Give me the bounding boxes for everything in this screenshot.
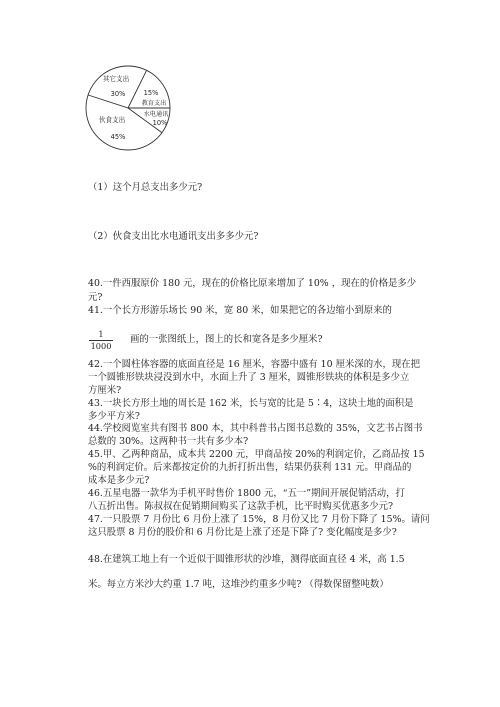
question-42-line-2: 一个圆锥形铁块浸没到水中，水面上升了 3 厘米，圆锥形铁块的体积是多少立: [88, 372, 410, 383]
question-47-line-1: 47.一只股票 7 月份比 6 月份上涨了 15%，8 月份又比 7 月份下降了 15%。请问: [88, 514, 430, 525]
fraction-one-thousandth: [88, 329, 114, 352]
fraction-denominator: 1000: [90, 341, 112, 351]
slice-value-utilities: 10%: [152, 119, 168, 127]
question-1: （1）这个月总支出多少元?: [88, 182, 203, 193]
question-44-line-1: 44.学校阅览室共有图书 800 本，其中科普书占图书总数的 35%，文艺书占图书: [88, 423, 423, 434]
slice-label-food: 伙食支出: [98, 116, 126, 124]
question-48-line-2: 米。每立方米沙大约重 1.7 吨，这堆沙约重多少吨? （得数保留整吨数）: [88, 579, 389, 590]
question-45-line-2: %的利润定价。后来都按定价的九折打折出售，结果仍获利 131 元。甲商品的: [88, 462, 412, 473]
slice-value-food: 45%: [110, 133, 126, 141]
question-42-line-3: 方厘米?: [88, 385, 122, 396]
fraction-numerator: 1: [98, 329, 104, 339]
question-46-line-1: 46.五星电器一款华为手机平时售价 1800 元，“五一”期间开展促销活动，打: [88, 488, 405, 499]
slice-value-education: 15%: [143, 89, 159, 97]
question-2: （2）伙食支出比水电通讯支出多多少元?: [88, 231, 259, 242]
question-46-line-2: 八五折出售。陈叔叔在促销期间购买了这款手机，比平时购买优惠多少元?: [88, 501, 394, 512]
expense-pie-chart: [78, 64, 178, 152]
question-45-line-1: 45.甲、乙两种商品，成本共 2200 元，甲商品按 20%的利润定价，乙商品按 15: [88, 449, 425, 460]
question-48-line-1: 48.在建筑工地上有一个近似于圆锥形状的沙堆，测得底面直径 4 米，高 1.5: [88, 554, 405, 565]
question-47-line-2: 这只股票 8 月份的股价和 6 月份比是上涨了还是下降了? 变化幅度是多少?: [88, 527, 397, 538]
question-43-line-1: 43.一块长方形土地的周长是 162 米，长与宽的比是 5∶4，这块土地的面积是: [88, 398, 414, 409]
question-45-line-3: 成本是多少元?: [88, 475, 150, 486]
question-44-line-2: 总数的 30%。这两种书一共有多少本?: [88, 436, 249, 447]
slice-label-education: 教育支出: [141, 100, 167, 107]
slice-label-utilities: 水电通讯: [143, 111, 169, 118]
question-42-line-1: 42.一个圆柱体容器的底面直径是 16 厘米，容器中盛有 10 厘米深的水，现在把: [88, 359, 420, 370]
question-40-line-1: 40.一件西服原价 180 元，现在的价格比原来增加了 10% ，现在的价格是多少: [88, 278, 417, 289]
question-43-line-2: 多少平方米?: [88, 411, 140, 422]
question-41-line-1: 41.一个长方形游乐场长 90 米，宽 80 米，如果把它的各边缩小到原来的: [88, 305, 392, 316]
slice-label-other: 其它支出: [102, 75, 130, 83]
slice-value-other: 30%: [110, 90, 126, 98]
question-40-line-2: 元?: [88, 292, 103, 303]
question-41-line-2: 画的一张图纸上，图上的长和宽各是多少厘米?: [130, 334, 323, 345]
